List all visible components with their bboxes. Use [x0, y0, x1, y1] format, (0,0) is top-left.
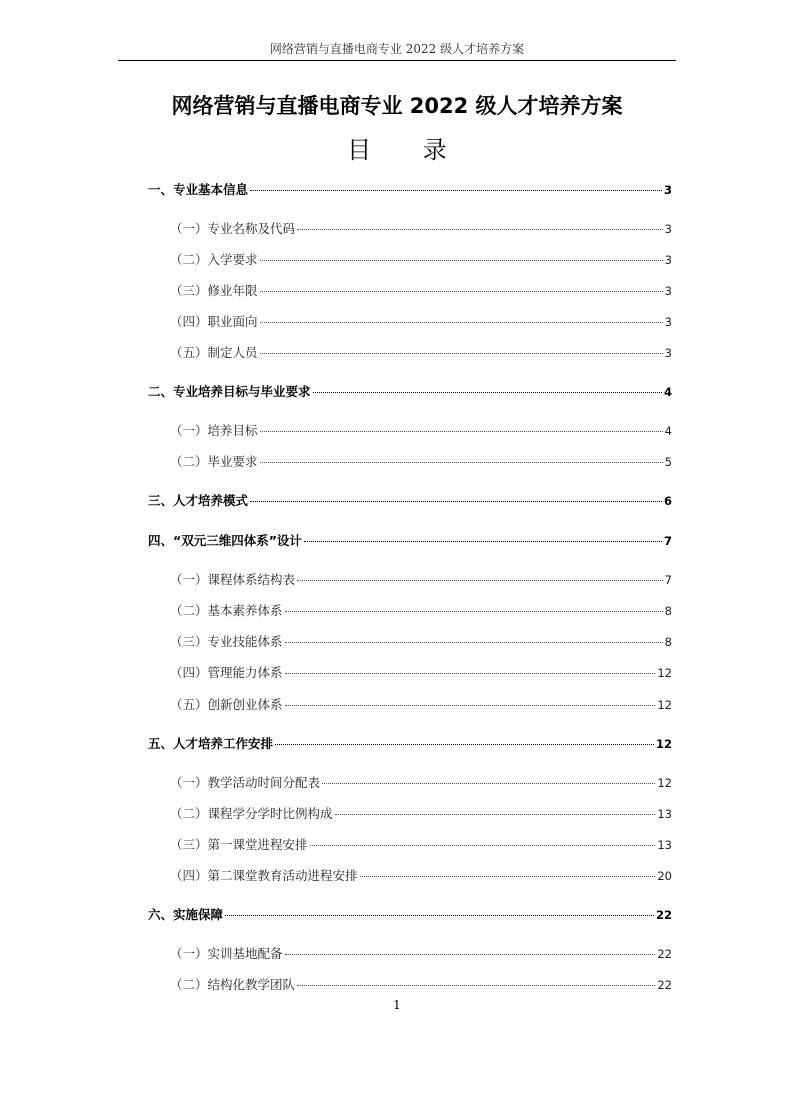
toc-entry-subsection[interactable] — [170, 602, 672, 620]
toc-entry-section[interactable] — [148, 181, 672, 199]
toc-entry-page: 4 — [663, 385, 672, 399]
toc-entry-text: （四）管理能力体系 — [170, 665, 283, 680]
toc-entry-page: 3 — [664, 346, 672, 360]
toc-entry-subsection[interactable] — [170, 867, 672, 885]
toc-entry-page: 13 — [657, 807, 672, 821]
toc-dot-leader — [285, 611, 663, 612]
toc-entry-text: 五、人才培养工作安排 — [148, 736, 274, 751]
toc-entry-text: 六、实施保障 — [148, 907, 224, 922]
toc-entry-page: 12 — [657, 666, 672, 680]
toc-entry-page: 12 — [655, 737, 672, 751]
toc-dot-leader — [297, 229, 663, 230]
running-header: 网络营销与直播电商专业 2022 级人才培养方案 — [269, 42, 525, 56]
toc-dot-leader — [335, 814, 656, 815]
toc-entry-page: 3 — [664, 315, 672, 329]
toc-dot-leader — [313, 392, 662, 393]
toc-entry-text: 三、人才培养模式 — [148, 493, 249, 508]
toc-dot-leader — [322, 783, 655, 784]
toc-entry-page: 7 — [664, 573, 672, 587]
toc-entry-section[interactable] — [148, 735, 672, 753]
toc-entry-page: 12 — [657, 776, 672, 790]
toc-entry-page: 13 — [657, 838, 672, 852]
toc-dot-leader — [260, 291, 663, 292]
toc-entry-page: 20 — [657, 869, 672, 883]
toc-entry-text: （三）修业年限 — [170, 283, 258, 298]
toc-entry-subsection[interactable] — [170, 664, 672, 682]
toc-entry-subsection[interactable] — [170, 344, 672, 362]
toc-entry-page: 8 — [664, 635, 672, 649]
toc-entry-subsection[interactable] — [170, 313, 672, 331]
toc-entry-text: 四、“双元三维四体系”设计 — [148, 533, 302, 548]
toc-entry-page: 3 — [663, 183, 672, 197]
toc-entry-text: （三）第一课堂进程安排 — [170, 837, 308, 852]
toc-entry-page: 22 — [657, 978, 672, 992]
toc-entry-page: 6 — [663, 494, 672, 508]
toc-entry-page: 5 — [664, 455, 672, 469]
toc-entry-text: （二）结构化教学团队 — [170, 977, 296, 992]
toc-dot-leader — [275, 744, 654, 745]
toc-entry-subsection[interactable] — [170, 282, 672, 300]
toc-entry-subsection[interactable] — [170, 422, 672, 440]
toc-entry-page: 3 — [664, 284, 672, 298]
toc-entry-subsection[interactable] — [170, 774, 672, 792]
toc-entry-text: 二、专业培养目标与毕业要求 — [148, 384, 311, 399]
toc-dot-leader — [310, 845, 656, 846]
document-title: 网络营销与直播电商专业 2022 级人才培养方案 — [171, 94, 623, 118]
toc-entry-text: （一）培养目标 — [170, 423, 258, 438]
toc-entry-page: 7 — [663, 534, 672, 548]
toc-entry-text: （二）毕业要求 — [170, 454, 258, 469]
toc-dot-leader — [285, 673, 656, 674]
toc-dot-leader — [225, 915, 654, 916]
toc-entry-text: （二）入学要求 — [170, 252, 258, 267]
toc-entry-text: （一）实训基地配备 — [170, 946, 283, 961]
toc-entry-text: （一）课程体系结构表 — [170, 572, 296, 587]
toc-dot-leader — [297, 580, 663, 581]
toc-entry-page: 4 — [664, 424, 672, 438]
toc-entry-text: （五）制定人员 — [170, 345, 258, 360]
toc-entry-subsection[interactable] — [170, 220, 672, 238]
toc-entry-page: 3 — [664, 222, 672, 236]
toc-entry-page: 3 — [664, 253, 672, 267]
toc-dot-leader — [360, 876, 656, 877]
toc-entry-subsection[interactable] — [170, 805, 672, 823]
toc-entry-subsection[interactable] — [170, 696, 672, 714]
toc-entry-subsection[interactable] — [170, 945, 672, 963]
toc-dot-leader — [260, 260, 663, 261]
toc-entry-page: 12 — [657, 698, 672, 712]
toc-entry-text: （二）基本素养体系 — [170, 603, 283, 618]
toc-entry-text: （四）第二课堂教育活动进程安排 — [170, 868, 358, 883]
toc-dot-leader — [260, 353, 663, 354]
toc-dot-leader — [260, 462, 663, 463]
toc-entry-text: （五）创新创业体系 — [170, 697, 283, 712]
toc-entry-text: （四）职业面向 — [170, 314, 258, 329]
toc-entry-subsection[interactable] — [170, 976, 672, 994]
toc-entry-subsection[interactable] — [170, 571, 672, 589]
toc-entry-section[interactable] — [148, 532, 672, 550]
toc-heading: 目 录 — [347, 136, 469, 164]
toc-entry-section[interactable] — [148, 906, 672, 924]
toc-dot-leader — [285, 642, 663, 643]
toc-entry-text: （一）专业名称及代码 — [170, 221, 296, 236]
page-number: 1 — [393, 998, 401, 1012]
toc-dot-leader — [297, 985, 655, 986]
toc-entry-page: 22 — [657, 947, 672, 961]
toc-dot-leader — [285, 705, 656, 706]
toc-entry-page: 22 — [655, 908, 672, 922]
toc-entry-text: （一）教学活动时间分配表 — [170, 775, 321, 790]
toc-entry-subsection[interactable] — [170, 633, 672, 651]
toc-dot-leader — [285, 954, 656, 955]
toc-dot-leader — [250, 501, 662, 502]
toc-entry-section[interactable] — [148, 492, 672, 510]
toc-entry-subsection[interactable] — [170, 453, 672, 471]
toc-entry-subsection[interactable] — [170, 251, 672, 269]
toc-dot-leader — [260, 322, 663, 323]
toc-entry-text: 一、专业基本信息 — [148, 182, 249, 197]
toc-dot-leader — [304, 541, 662, 542]
toc-entry-section[interactable] — [148, 383, 672, 401]
toc-dot-leader — [260, 431, 663, 432]
toc-dot-leader — [250, 190, 662, 191]
toc-entry-subsection[interactable] — [170, 836, 672, 854]
toc-entry-page: 8 — [664, 604, 672, 618]
toc-entry-text: （二）课程学分学时比例构成 — [170, 806, 333, 821]
toc-entry-text: （三）专业技能体系 — [170, 634, 283, 649]
